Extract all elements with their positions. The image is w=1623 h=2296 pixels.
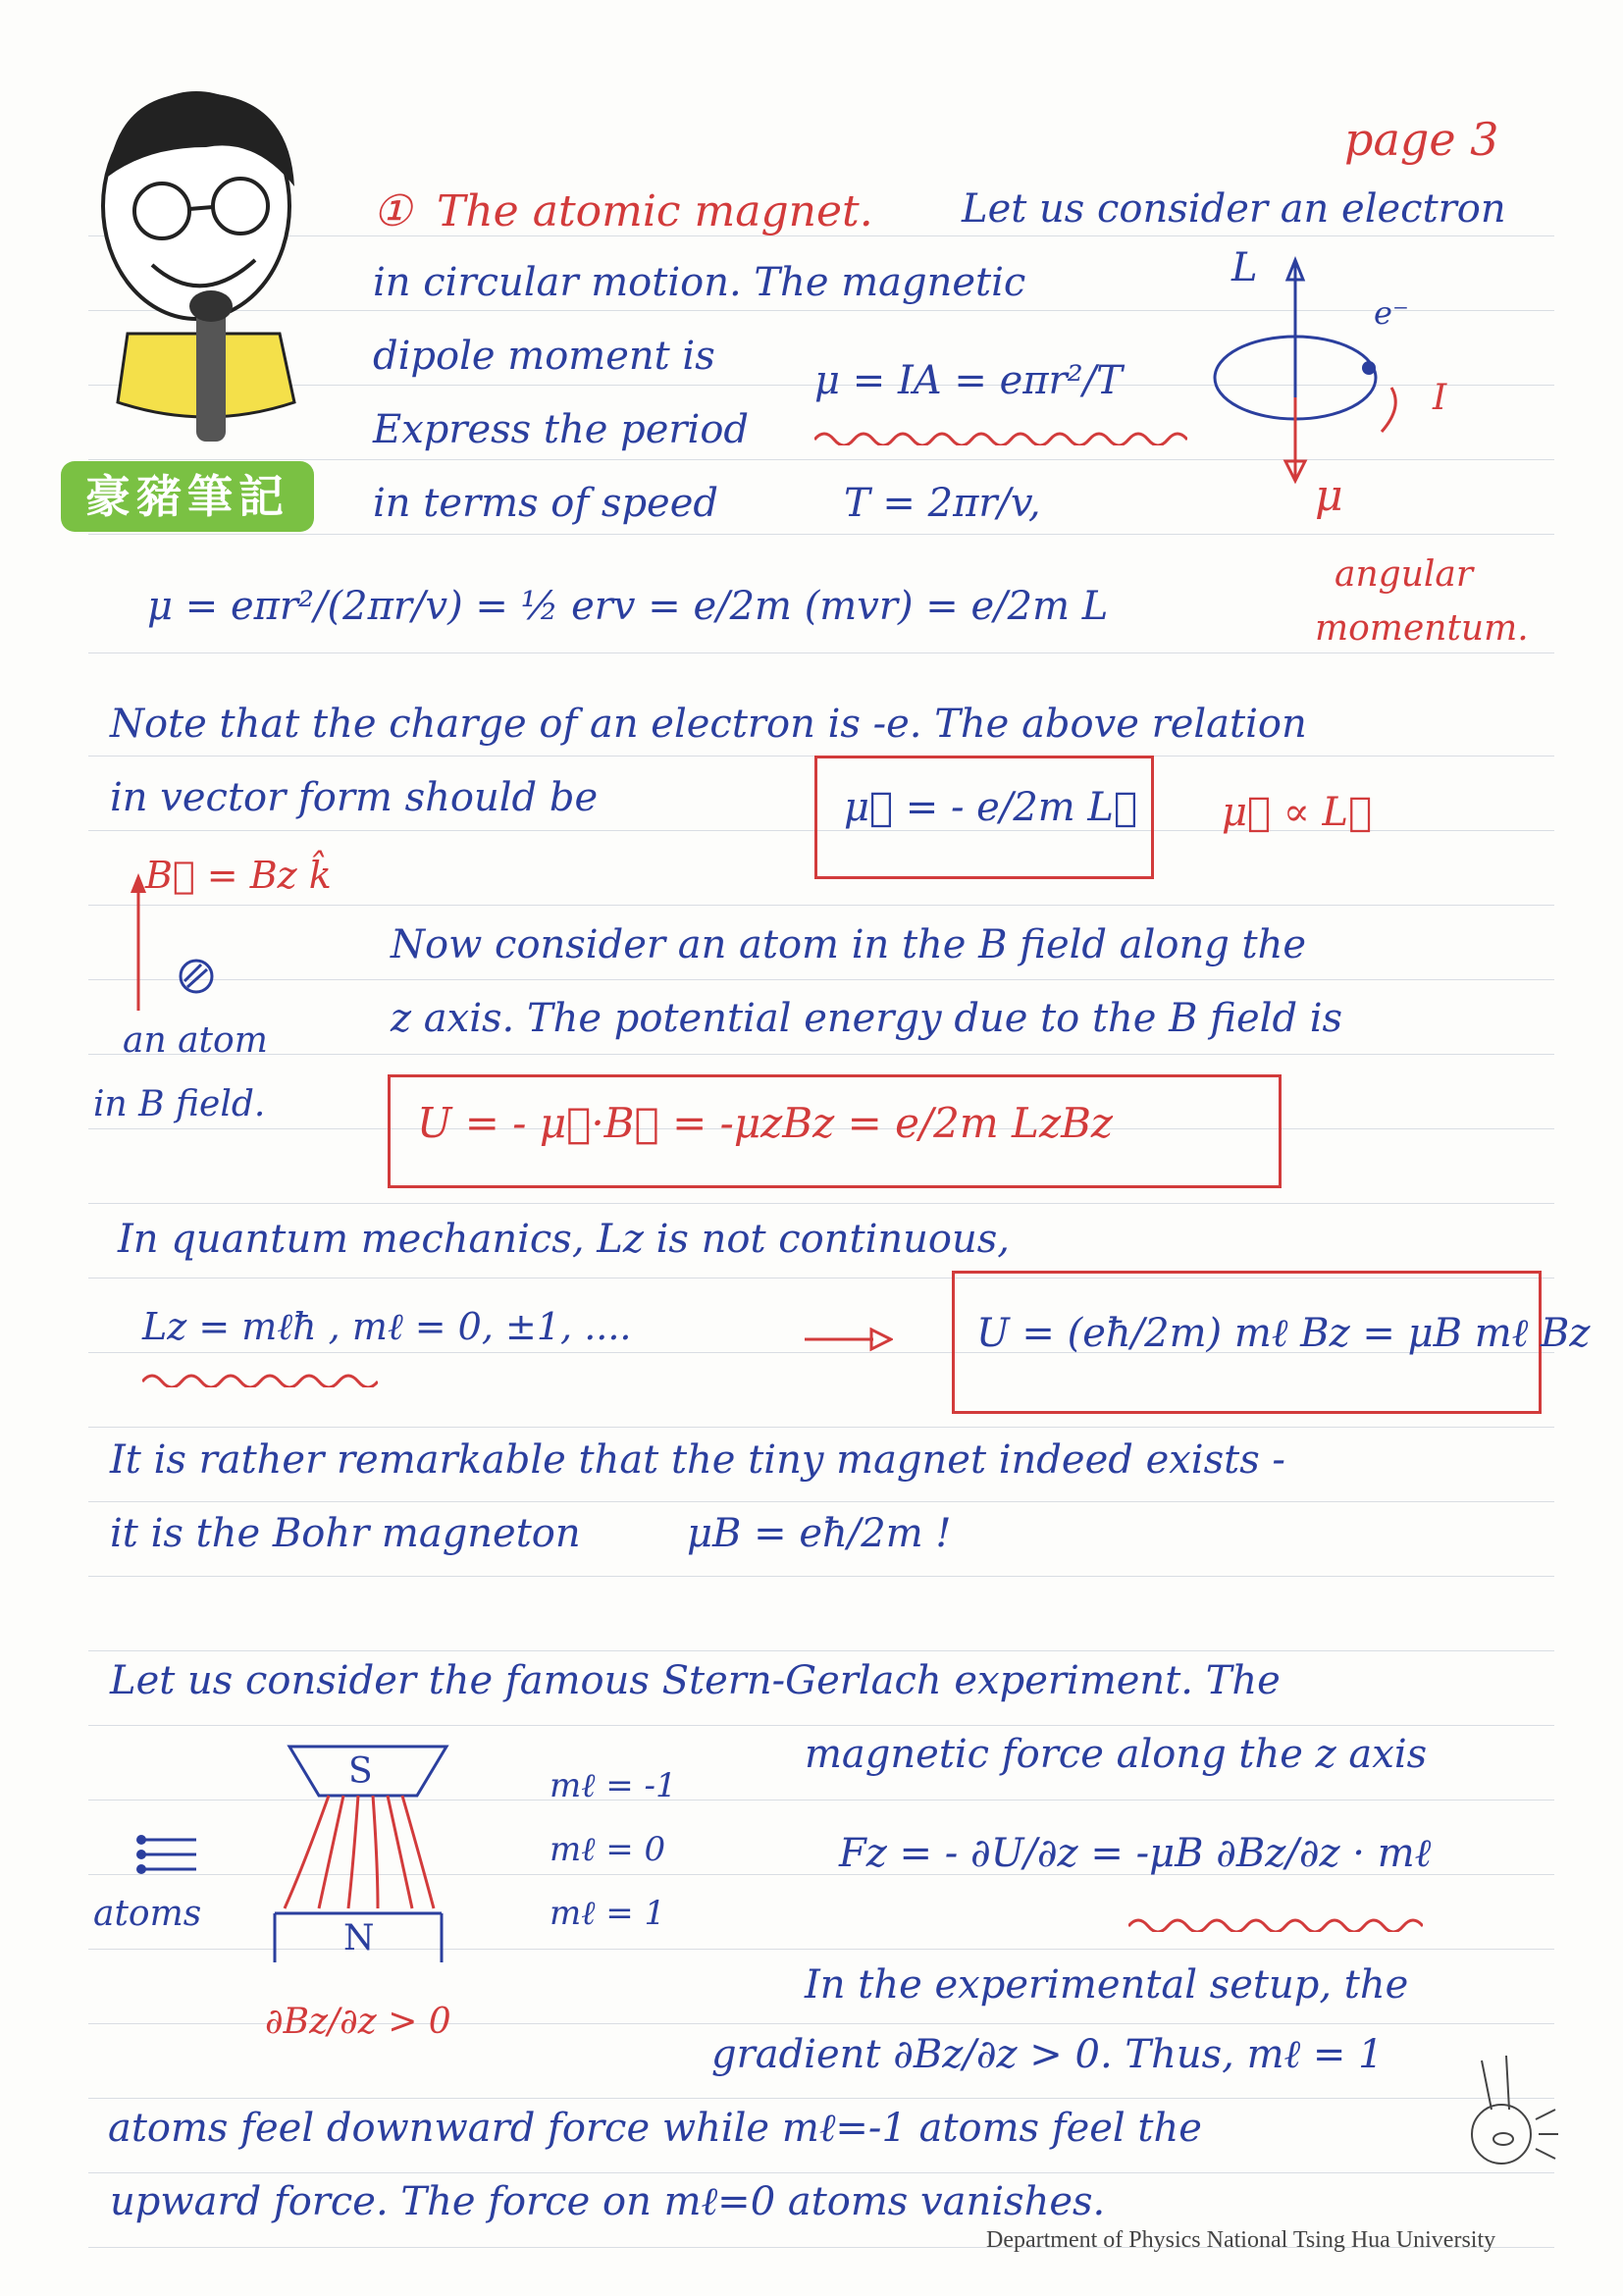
eq-U-quantum: U = (eħ/2m) mℓ Bz = μB mℓ Bz [976,1311,1591,1356]
underline-wavy-3 [1128,1918,1423,1932]
label-I: I [1433,378,1447,418]
atom-in-field-diagram [123,863,231,1030]
annotation-momentum: momentum. [1315,608,1529,649]
text-line-2: in circular motion. The magnetic [373,260,1026,305]
avatar-cartoon [59,78,353,471]
sg-line-5: atoms feel downward force while mℓ=-1 atoms feel the [108,2106,1202,2151]
eq-vector: μ⃗ = - e/2m L⃗ [844,785,1137,830]
remark-line-2: it is the Bohr magneton [110,1511,581,1556]
label-electron: e⁻ [1374,294,1409,332]
text-line-5: in terms of speed [373,481,718,526]
eq-bfield: B⃗ = Bz k̂ [145,854,332,897]
now-line-2: z axis. The potential energy due to the B field is [391,996,1343,1041]
magnet-N: N [343,1918,375,1958]
now-line-1: Now consider an atom in the B field along the [391,922,1307,967]
sg-line-1: Let us consider the famous Stern-Gerlach experiment. The [110,1658,1281,1703]
footer: Department of Physics National Tsing Hua University [986,2227,1496,2253]
atom-label-1: an atom [123,1020,268,1061]
badge-label: 豪豬筆記 [61,461,314,532]
sg-line-6: upward force. The force on mℓ=0 atoms vanishes. [110,2179,1106,2224]
stern-gerlach-diagram [128,1737,451,1982]
beam-m-zero: mℓ = 0 [550,1830,666,1869]
eq-proportional: μ⃗ ∝ L⃗ [1222,790,1373,835]
label-mu: μ [1315,471,1343,521]
eq-U: U = - μ⃗·B⃗ = -μzBz = e/2m LzBz [417,1099,1114,1147]
section-number: ① [373,186,412,236]
beam-m-plus: mℓ = 1 [550,1894,666,1933]
beam-m-minus: mℓ = -1 [550,1766,677,1805]
mascot-doodle-icon [1452,2051,1560,2178]
sg-line-3: In the experimental setup, the [805,1962,1409,2008]
orbit-diagram [1207,250,1531,535]
eq-bohr: μB = eħ/2m ! [687,1511,952,1556]
section-title: The atomic magnet. [437,186,873,236]
annotation-angular: angular [1335,554,1474,595]
text-line-4: Express the period [373,407,750,452]
qm-line: In quantum mechanics, Lz is not continuous, [118,1217,1011,1262]
underline-wavy-1 [814,432,1187,445]
underline-wavy-2 [142,1374,378,1387]
eq-Lz: Lz = mℓħ , mℓ = 0, ±1, .... [142,1305,632,1348]
arrow-to-U [805,1325,893,1354]
eq-force: Fz = - ∂U/∂z = -μB ∂Bz/∂z · mℓ [839,1831,1432,1876]
eq-period: T = 2πr/v, [844,481,1041,526]
eq-mu-long: μ = eπr²/(2πr/v) = ½ erv = e/2m (mvr) = e/2m L [147,584,1109,629]
atom-label-2: in B field. [93,1084,266,1124]
eq-mu-IA: μ = IA = eπr²/T [814,358,1123,403]
note-line-1: Note that the charge of an electron is -e. The above relation [110,702,1307,747]
note-line-2: in vector form should be [110,775,599,820]
eq-gradient: ∂Bz/∂z > 0 [265,2002,451,2042]
remark-line-1: It is rather remarkable that the tiny magnet indeed exists - [110,1437,1285,1483]
magnet-S: S [348,1751,373,1792]
label-L: L [1231,245,1258,290]
atoms-label: atoms [93,1894,202,1934]
sg-line-4: gradient ∂Bz/∂z > 0. Thus, mℓ = 1 [711,2032,1384,2077]
text-line-3: dipole moment is [373,334,715,379]
sg-line-2: magnetic force along the z axis [805,1732,1428,1777]
text-line-1: Let us consider an electron [962,186,1506,232]
page-label: page 3 [1344,113,1499,166]
